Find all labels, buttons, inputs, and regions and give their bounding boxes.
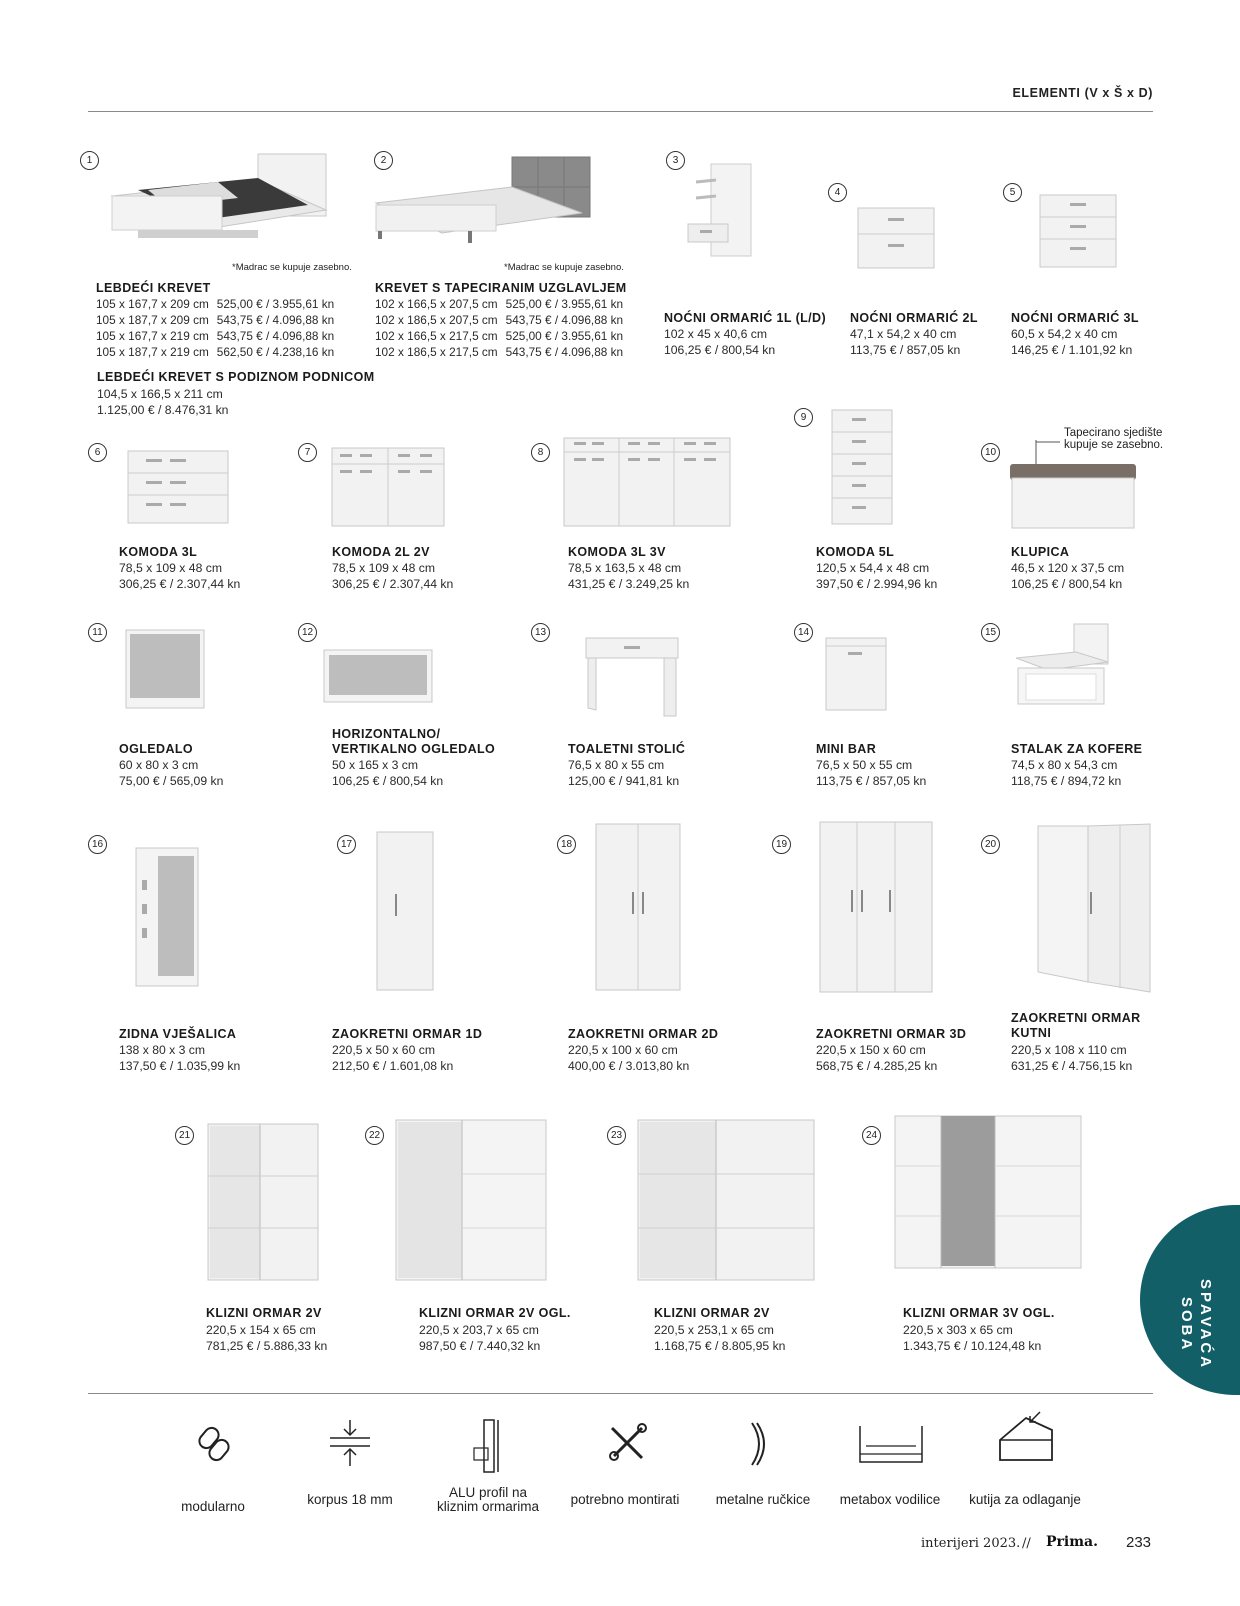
dimensions: 60,5 x 54,2 x 40 cm	[1011, 327, 1118, 341]
item-number: 14	[794, 623, 813, 642]
dimensions: 76,5 x 50 x 55 cm	[816, 758, 913, 772]
badge-label: SPAVAĆA SOBA	[1178, 1279, 1214, 1371]
dimensions: 220,5 x 303 x 65 cm	[903, 1323, 1013, 1337]
product-name: OGLEDALO	[119, 742, 194, 756]
dimensions: 220,5 x 50 x 60 cm	[332, 1043, 435, 1057]
item-number: 1	[80, 151, 99, 170]
dimensions: 47,1 x 54,2 x 40 cm	[850, 327, 957, 341]
product-name: KLIZNI ORMAR 2V OGL.	[419, 1306, 571, 1320]
price: 137,50 € / 1.035,99 kn	[119, 1059, 241, 1073]
sliding-wardrobe-2v-mirror-image	[394, 1118, 548, 1282]
product-name: NOĆNI ORMARIĆ 3L	[1011, 311, 1139, 325]
price: 1.343,75 € / 10.124,48 kn	[903, 1339, 1042, 1353]
feature-label: metalne ručkice	[715, 1492, 811, 1507]
dimensions: 104,5 x 166,5 x 211 cm	[97, 387, 223, 401]
link-icon	[194, 1424, 236, 1466]
item-number: 3	[666, 151, 685, 170]
handle-icon	[748, 1420, 772, 1468]
dimensions: 78,5 x 109 x 48 cm	[332, 561, 435, 575]
mattress-note: *Madrac se kupuje zasebno.	[232, 262, 352, 273]
product-name: LEBDEĆI KREVET S PODIZNOM PODNICOM	[97, 370, 375, 384]
brand-logo: Prima.	[1046, 1534, 1098, 1550]
floating-bed-image	[108, 150, 328, 246]
nightstand-2l-image	[856, 206, 936, 270]
price: 106,25 € / 800,54 kn	[664, 343, 776, 357]
item-number: 16	[88, 835, 107, 854]
item-number: 10	[981, 443, 1000, 462]
wardrobe-2d-image	[594, 822, 682, 992]
item-number: 24	[862, 1126, 881, 1145]
drawer-runner-icon	[858, 1424, 924, 1464]
product-name: KOMODA 2L 2V	[332, 545, 430, 559]
product-name: KREVET S TAPECIRANIM UZGLAVLJEM	[375, 281, 627, 295]
item-number: 8	[531, 443, 550, 462]
item-number: 6	[88, 443, 107, 462]
product-name: KLIZNI ORMAR 2V	[654, 1306, 770, 1320]
price: 118,75 € / 894,72 kn	[1011, 774, 1122, 788]
price: 1.125,00 € / 8.476,31 kn	[97, 403, 229, 417]
upholstered-bed-image	[372, 155, 594, 251]
storage-box-icon	[996, 1408, 1056, 1468]
product-name: ZAOKRETNI ORMAR KUTNI	[1011, 1011, 1141, 1040]
dimensions: 220,5 x 150 x 60 cm	[816, 1043, 926, 1057]
price: 397,50 € / 2.994,96 kn	[816, 577, 938, 591]
wall-hanger-image	[134, 846, 200, 988]
price: 113,75 € / 857,05 kn	[816, 774, 927, 788]
tools-icon	[606, 1422, 648, 1464]
price: 106,25 € / 800,54 kn	[332, 774, 444, 788]
product-name: LEBDEĆI KREVET	[96, 281, 211, 295]
dresser-5l-image	[830, 408, 894, 526]
price: 146,25 € / 1.101,92 kn	[1011, 343, 1133, 357]
product-name: HORIZONTALNO/ VERTIKALNO OGLEDALO	[332, 727, 496, 756]
item-number: 7	[298, 443, 317, 462]
item-number: 20	[981, 835, 1000, 854]
vanity-table-image	[584, 636, 680, 718]
product-name: KLUPICA	[1011, 545, 1070, 559]
product-name: NOĆNI ORMARIĆ 1L (L/D)	[664, 311, 827, 325]
luggage-rack-image	[1012, 622, 1112, 708]
item-number: 9	[794, 408, 813, 427]
item-number: 18	[557, 835, 576, 854]
item-number: 12	[298, 623, 317, 642]
dimensions: 74,5 x 80 x 54,3 cm	[1011, 758, 1118, 772]
corner-wardrobe-image	[1036, 822, 1152, 994]
top-divider	[88, 111, 1153, 112]
product-name: STALAK ZA KOFERE	[1011, 742, 1143, 756]
item-number: 2	[374, 151, 393, 170]
item-number: 11	[88, 623, 107, 642]
mirror-image	[124, 628, 206, 710]
price: 306,25 € / 2.307,44 kn	[332, 577, 454, 591]
price: 631,25 € / 4.756,15 kn	[1011, 1059, 1133, 1073]
dimensions: 220,5 x 100 x 60 cm	[568, 1043, 678, 1057]
section-title: ELEMENTI (V x Š x D)	[1012, 86, 1153, 100]
price: 987,50 € / 7.440,32 kn	[419, 1339, 541, 1353]
footer-text: interijeri 2023.	[921, 1536, 1021, 1551]
seat-callout: Tapecirano sjedište kupuje se zasebno.	[1064, 427, 1164, 451]
product-name: ZAOKRETNI ORMAR 1D	[332, 1027, 483, 1041]
sliding-wardrobe-2v-image	[206, 1122, 320, 1282]
dimensions: 120,5 x 54,4 x 48 cm	[816, 561, 930, 575]
dimensions: 220,5 x 203,7 x 65 cm	[419, 1323, 539, 1337]
price: 106,25 € / 800,54 kn	[1011, 577, 1123, 591]
feature-label: ALU profil na kliznim ormarima	[436, 1485, 539, 1514]
dimensions: 102 x 45 x 40,6 cm	[664, 327, 767, 341]
price-table: 102 x 166,5 x 207,5 cm 525,00 € / 3.955,61 kn 102 x 186,5 x 207,5 cm 543,75 € / 4.096,88 kn 102 x 166,5 x 217,5 cm 525,00 € / 3.955,61 kn 102 x 186,5 x 217,5 cm 543,75 € / 4.096,88 kn	[375, 297, 624, 359]
price-table: 105 x 167,7 x 209 cm 525,00 € / 3.955,61 kn 105 x 187,7 x 209 cm 543,75 € / 4.096,88 kn 105 x 167,7 x 219 cm 543,75 € / 4.096,88 kn 105 x 187,7 x 219 cm 562,50 € / 4.238,16 kn	[96, 297, 335, 359]
price: 1.168,75 € / 8.805,95 kn	[654, 1339, 786, 1353]
mini-bar-image	[824, 636, 888, 712]
item-number: 15	[981, 623, 1000, 642]
price: 212,50 € / 1.601,08 kn	[332, 1059, 454, 1073]
product-name: KOMODA 5L	[816, 545, 895, 559]
dresser-3l-image	[126, 449, 230, 525]
price: 306,25 € / 2.307,44 kn	[119, 577, 241, 591]
product-name: KOMODA 3L	[119, 545, 198, 559]
dimensions: 220,5 x 253,1 x 65 cm	[654, 1323, 774, 1337]
dresser-3l3v-image	[562, 436, 732, 528]
mattress-note: *Madrac se kupuje zasebno.	[504, 262, 624, 273]
feature-label: modularno	[181, 1499, 245, 1514]
alu-profile-icon	[472, 1418, 508, 1474]
feature-label: metabox vodilice	[839, 1492, 941, 1507]
item-number: 13	[531, 623, 550, 642]
price: 431,25 € / 3.249,25 kn	[568, 577, 690, 591]
page-number: 233	[1126, 1534, 1152, 1551]
board-thickness-icon	[328, 1418, 372, 1468]
sliding-wardrobe-3v-mirror-image	[893, 1114, 1083, 1270]
nightstand-1l-image	[686, 160, 756, 260]
dimensions: 220,5 x 108 x 110 cm	[1011, 1043, 1127, 1057]
item-number: 22	[365, 1126, 384, 1145]
item-number: 4	[828, 183, 847, 202]
product-name: ZAOKRETNI ORMAR 2D	[568, 1027, 719, 1041]
wardrobe-3d-image	[818, 820, 934, 994]
product-name: MINI BAR	[816, 742, 877, 756]
dimensions: 78,5 x 163,5 x 48 cm	[568, 561, 682, 575]
price: 75,00 € / 565,09 kn	[119, 774, 224, 788]
item-number: 23	[607, 1126, 626, 1145]
wardrobe-1d-image	[375, 830, 435, 992]
product-name: TOALETNI STOLIĆ	[568, 742, 686, 756]
price: 125,00 € / 941,81 kn	[568, 774, 680, 788]
price: 113,75 € / 857,05 kn	[850, 343, 961, 357]
dimensions: 46,5 x 120 x 37,5 cm	[1011, 561, 1125, 575]
nightstand-3l-image	[1038, 193, 1118, 269]
product-name: ZAOKRETNI ORMAR 3D	[816, 1027, 967, 1041]
dimensions: 220,5 x 154 x 65 cm	[206, 1323, 316, 1337]
item-number: 19	[772, 835, 791, 854]
dimensions: 76,5 x 80 x 55 cm	[568, 758, 665, 772]
feature-label: korpus 18 mm	[307, 1492, 393, 1507]
bench-image	[1008, 440, 1138, 530]
feature-label: potrebno montirati	[570, 1492, 680, 1507]
product-name: KOMODA 3L 3V	[568, 545, 666, 559]
product-name: KLIZNI ORMAR 2V	[206, 1306, 322, 1320]
item-number: 5	[1003, 183, 1022, 202]
product-name: ZIDNA VJEŠALICA	[119, 1027, 237, 1041]
dimensions: 60 x 80 x 3 cm	[119, 758, 199, 772]
dimensions: 138 x 80 x 3 cm	[119, 1043, 206, 1057]
bottom-divider	[88, 1393, 1153, 1394]
item-number: 21	[175, 1126, 194, 1145]
dimensions: 78,5 x 109 x 48 cm	[119, 561, 222, 575]
price: 568,75 € / 4.285,25 kn	[816, 1059, 938, 1073]
price: 400,00 € / 3.013,80 kn	[568, 1059, 690, 1073]
section-badge	[1140, 1205, 1240, 1395]
horizontal-mirror-image	[322, 648, 434, 704]
sliding-wardrobe-2v-large-image	[636, 1118, 816, 1282]
dimensions: 50 x 165 x 3 cm	[332, 758, 419, 772]
footer-separator: //	[1022, 1536, 1031, 1551]
price: 781,25 € / 5.886,33 kn	[206, 1339, 328, 1353]
dresser-2l2v-image	[330, 446, 446, 528]
product-name: KLIZNI ORMAR 3V OGL.	[903, 1306, 1055, 1320]
feature-label: kutija za odlaganje	[969, 1492, 1081, 1507]
product-name: NOĆNI ORMARIĆ 2L	[850, 311, 978, 325]
item-number: 17	[337, 835, 356, 854]
